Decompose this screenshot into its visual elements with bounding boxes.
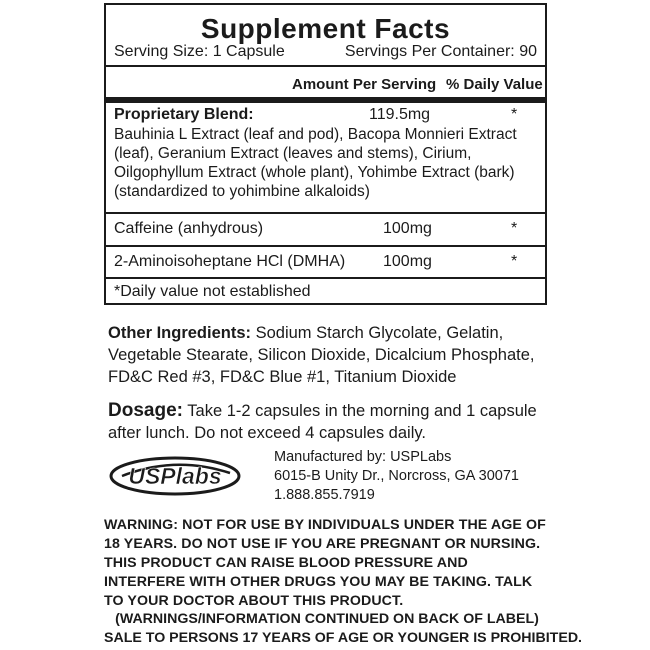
manufacturer-info — [274, 448, 519, 505]
supplement-facts-panel — [104, 3, 547, 305]
serving-size: Serving Size: 1 Capsule — [114, 43, 285, 60]
sale-warning: SALE TO PERSONS 17 YEARS OF AGE OR YOUNGER IS PROHIBITED. — [104, 630, 583, 646]
manufacturer-line: Manufactured by: USPLabs — [274, 449, 452, 465]
logo-text: USPlabs — [128, 463, 222, 489]
manufacturer-address: 6015-B Unity Dr., Norcross, GA 30071 — [274, 468, 519, 484]
dosage-label: Dosage: — [108, 400, 183, 421]
other-ingredients-label: Other Ingredients: — [108, 324, 252, 342]
column-header-amount: Amount Per Serving — [292, 76, 437, 93]
servings-per-container: Servings Per Container: 90 — [344, 43, 537, 60]
dmha-name: 2-Aminoisoheptane HCl (DMHA) — [114, 253, 346, 270]
caffeine-name: Caffeine (anhydrous) — [114, 220, 264, 237]
divider — [106, 212, 545, 214]
manufacturer-phone: 1.888.855.7919 — [274, 487, 375, 503]
caffeine-daily-value: * — [511, 220, 518, 237]
blend-name: Proprietary Blend: — [114, 106, 254, 123]
warning-text: WARNING: NOT FOR USE BY INDIVIDUALS UNDER THE AGE OF 18 YEARS. DO NOT USE IF YOU ARE PREGNANT OR NURSING. THIS PRODUCT CAN RAISE BLOOD PRESSURE AND INTERFERE WITH OTHER DRUGS YOU MAY BE TAKING. TALK TO YOUR DOCTOR ABOUT THIS PRODUCT. — [104, 517, 546, 609]
other-ingredients-text: Sodium Starch Glycolate, Gelatin, Vegetable Stearate, Silicon Dioxide, Dicalcium Phosphate, FD&C Red #3, FD&C Blue #1, Titanium Dioxide — [108, 324, 535, 386]
warning-continued: (WARNINGS/INFORMATION CONTINUED ON BACK OF LABEL) — [115, 611, 539, 627]
dmha-amount: 100mg — [383, 253, 432, 270]
dosage-text: Take 1-2 capsules in the morning and 1 capsule after lunch. Do not exceed 4 capsules daily. — [108, 402, 537, 442]
other-ingredients — [108, 322, 548, 388]
dmha-daily-value: * — [511, 253, 518, 270]
facts-title: Supplement Facts — [200, 13, 451, 44]
blend-amount: 119.5mg — [369, 106, 431, 123]
divider — [106, 245, 545, 247]
daily-value-note: *Daily value not established — [114, 283, 311, 300]
divider — [106, 277, 545, 279]
thick-divider — [106, 97, 545, 103]
dosage — [108, 400, 548, 444]
column-header-daily-value: % Daily Value — [446, 76, 543, 93]
blend-description: Bauhinia L Extract (leaf and pod), Bacopa Monnieri Extract (leaf), Geranium Extract (leaves and stems), Cirium, Oilgophyllum Extract (whole plant), Yohimbe Extract (bark) (standardized to yohimbine alkaloids) — [114, 126, 517, 200]
caffeine-amount: 100mg — [383, 220, 432, 237]
divider — [106, 65, 545, 67]
usplabs-logo — [108, 455, 242, 497]
blend-daily-value: * — [511, 106, 518, 123]
